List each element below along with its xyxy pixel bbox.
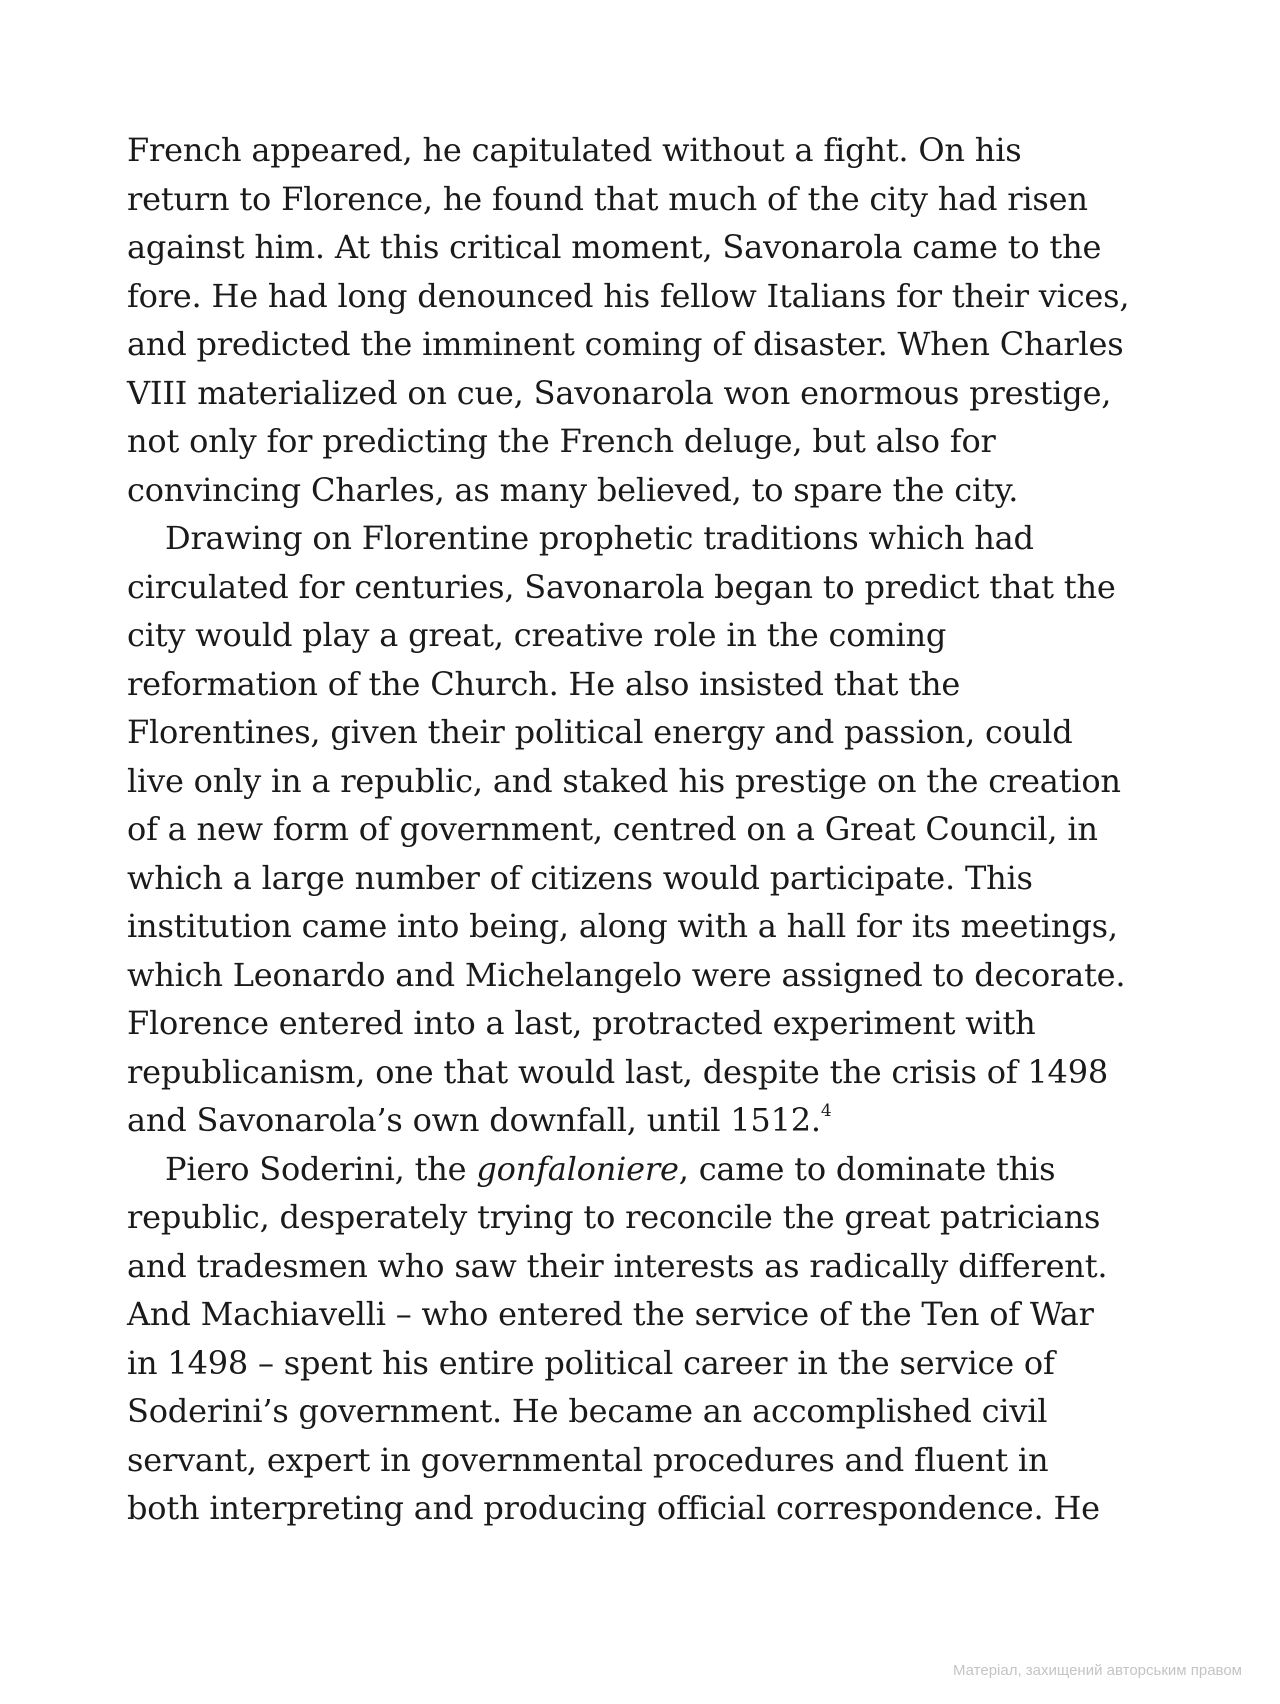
text-line: city would play a great, creative role in the coming: [127, 616, 947, 654]
text-line: institution came into being, along with a hall for its meetings,: [127, 907, 1118, 945]
text-line-text: and Savonarola’s own downfall, until 1512.: [127, 1101, 821, 1139]
paragraph-3: [127, 1145, 1147, 1533]
text-run: Piero Soderini, the: [165, 1149, 477, 1188]
copyright-watermark: Матеріал, захищений авторським правом: [952, 1662, 1242, 1679]
text-line-with-footnote: [127, 1096, 1147, 1145]
text-line: Soderini’s government. He became an accomplished civil: [127, 1392, 1048, 1430]
text-line: Florence entered into a last, protracted experiment with: [127, 1004, 1036, 1042]
text-line: fore. He had long denounced his fellow Italians for their vices,: [127, 276, 1130, 315]
paragraph-2: [127, 514, 1147, 1145]
text-line: not only for predicting the French deluge, but also for: [127, 422, 996, 460]
text-line: of a new form of government, centred on a Great Council, in: [127, 810, 1098, 848]
text-line: Florentines, given their political energy and passion, could: [127, 713, 1073, 751]
text-line: return to Florence, he found that much of the city had risen: [127, 179, 1088, 218]
text-line: and predicted the imminent coming of disaster. When Charles: [127, 325, 1124, 363]
text-line: live only in a republic, and staked his prestige on the creation: [127, 761, 1121, 800]
text-line: against him. At this critical moment, Savonarola came to the: [127, 228, 1102, 266]
text-line: circulated for centuries, Savonarola began to predict that the: [127, 567, 1116, 606]
text-line: which a large number of citizens would participate. This: [127, 858, 1033, 897]
text-line: convincing Charles, as many believed, to spare the city.: [127, 470, 1019, 509]
text-line: Drawing on Florentine prophetic traditions which had: [165, 519, 1034, 557]
text-line: French appeared, he capitulated without a fight. On his: [127, 131, 1022, 169]
footnote-reference[interactable]: 4: [820, 1101, 832, 1121]
text-line: republicanism, one that would last, despite the crisis of 1498: [127, 1052, 1109, 1091]
paragraph-1: [127, 126, 1147, 514]
text-line: republic, desperately trying to reconcile the great patricians: [127, 1198, 1101, 1236]
text-line: in 1498 – spent his entire political career in the service of: [127, 1343, 1055, 1382]
text-line: which Leonardo and Michelangelo were assigned to decorate.: [127, 955, 1126, 994]
text-line: reformation of the Church. He also insisted that the: [127, 664, 961, 703]
text-line: And Machiavelli – who entered the service of the Ten of War: [127, 1295, 1094, 1333]
body-text: [127, 126, 1147, 1533]
italic-term: gonfaloniere: [476, 1149, 679, 1188]
text-line: servant, expert in governmental procedures and fluent in: [127, 1440, 1049, 1479]
text-line: and tradesmen who saw their interests as radically different.: [127, 1246, 1108, 1285]
text-line: VIII materialized on cue, Savonarola won enormous prestige,: [127, 373, 1112, 412]
text-run: , came to dominate this: [678, 1149, 1056, 1188]
text-line: [127, 1145, 1147, 1194]
text-line: both interpreting and producing official correspondence. He: [127, 1489, 1100, 1527]
